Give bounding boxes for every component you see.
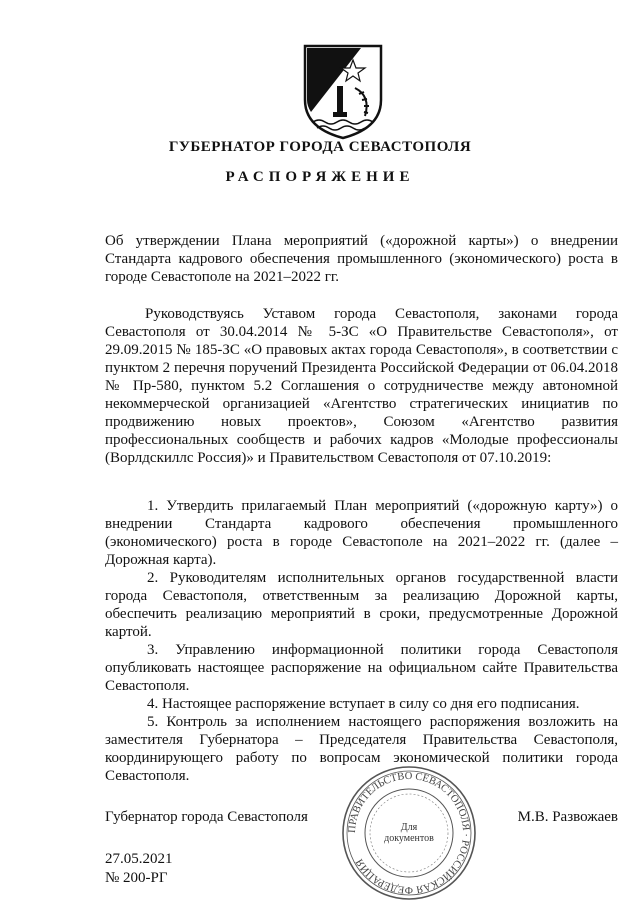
document-date: 27.05.2021 xyxy=(105,851,173,867)
preamble-paragraph: Руководствуясь Уставом города Севастополя, законами города Севастополя от 30.04.2014 № 5-ЗС «О Правительстве Севастополя», от 29.09.2015 № 185-ЗС «О правовых актах города Севастополя», в соответствии с пунктом 2 перечня поручений Президента Российской Федерации от 06.04.2018 № Пр-580, пунктом 5.2 Соглашения о сотрудничестве между автономной некоммерческой организацией «Агентство стратегических инициатив по продвижению новых проектов», Союзом «Агентство развития профессиональных сообществ и рабочих кадров «Молодые профессионалы (Ворлдскиллс Россия)» и Правительством Севастополя от 07.10.2019: xyxy=(105,306,618,466)
document-type-heading: РАСПОРЯЖЕНИЕ xyxy=(225,169,415,185)
sevastopol-coat-of-arms-icon xyxy=(299,42,387,140)
issuer-title: ГУБЕРНАТОР ГОРОДА СЕВАСТОПОЛЯ xyxy=(168,139,472,155)
signatory-name: М.В. Развожаев xyxy=(517,809,618,825)
document-subject: Об утверждении Плана мероприятий («дорожной карты») о внедрении Стандарта кадрового обеспечения промышленного (экономического) роста в городе Севастополе на 2021–2022 гг. xyxy=(105,233,618,285)
order-item-3: 3. Управлению информационной политики города Севастополя опубликовать настоящее распоряжение на официальном сайте Правительства Севастополя. xyxy=(105,642,618,694)
order-item-1: 1. Утвердить прилагаемый План мероприятий («дорожную карту») о внедрении Стандарта кадрового обеспечения промышленного (экономического) роста в городе Севастополе на 2021–2022 гг. (далее – Дорожная карта). xyxy=(105,498,618,568)
signatory-position: Губернатор города Севастополя xyxy=(105,809,308,825)
order-item-5: 5. Контроль за исполнением настоящего распоряжения возложить на заместителя Губернатора – Председателя Правительства Севастополя, координирующего работу по вопросам экономической политики города Севастополя. xyxy=(105,714,618,784)
order-items-list xyxy=(105,497,618,785)
stamp-center-line-2: документов xyxy=(384,833,434,844)
document-number: № 200-РГ xyxy=(105,870,168,886)
stamp-ring-text: ПРАВИТЕЛЬСТВО СЕВАСТОПОЛЯ · РОССИЙСКАЯ ФЕДЕРАЦИЯ xyxy=(346,770,472,896)
stamp-center-text xyxy=(340,822,478,844)
order-item-2: 2. Руководителям исполнительных органов государственной власти города Севастополя, ответственным за реализацию Дорожной карты, обеспечить реализацию мероприятий в сроки, предусмотренные Дорожной картой. xyxy=(105,570,618,640)
order-item-4: 4. Настоящее распоряжение вступает в силу со дня его подписания. xyxy=(147,696,580,712)
stamp-center-line-1: Для xyxy=(400,822,418,833)
